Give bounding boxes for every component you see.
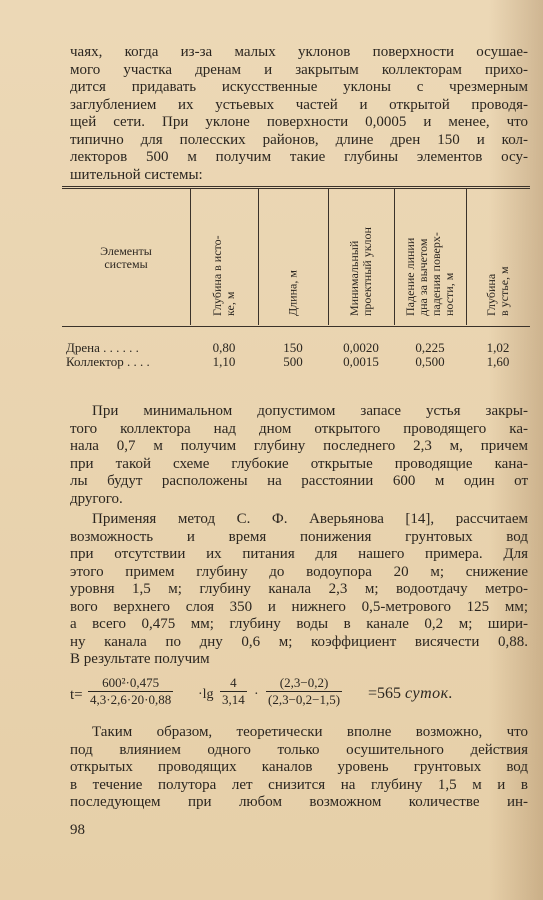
- formula-fraction-3: $\frac{(2,3-0,2)}{(2,3-0,2-1,5)}$: [268, 675, 341, 707]
- text-line: последующем при любом возможном количестве ин-: [70, 794, 528, 810]
- text-line: другого.: [70, 490, 123, 507]
- text-line: шительной системы:: [70, 166, 203, 183]
- text-line: лы будут расположены на расстоянии 600 м один от: [70, 473, 528, 489]
- formula: t= $\frac{\text{600²·0,475}}{4,3\cdot 2,6\cdot 20\cdot 0,88}$ ·lg $\frac{4}{3,14}$ · $\frac{(2,3-0,2)}{(2,3-0,2-1,5)}$ =565 суток.: [70, 675, 454, 707]
- table-top-rule: [62, 186, 530, 189]
- paragraph-conclusion: [70, 724, 528, 812]
- text-line: при такой схеме глубокие открытые проводящие кана-: [70, 455, 528, 472]
- text-line: В результате получим: [70, 651, 210, 667]
- text-line: того коллектора над дном открытого проводящего ка-: [70, 420, 528, 437]
- text-line: открытых проводящих каналов уровень грунтовых вод: [70, 759, 528, 775]
- header-source-depth: Глубина в исто- ке, м: [210, 235, 237, 316]
- text-line: в течение полутора лет снизится на глубину 1,5 м и в: [70, 776, 528, 793]
- text-line: при отсутствии их питания для нашего примера. Для: [70, 546, 528, 562]
- header-min-slope: Минимальный проектный уклон: [347, 227, 374, 316]
- formula-fraction-1: $\frac{\text{600²·0,475}}{4,3\cdot 2,6\cdot 20\cdot 0,88}$: [90, 675, 172, 707]
- text-line: уровня 1,5 м; глубину канала 2,3 м; водоотдачу метро-: [70, 581, 528, 597]
- header-bottom-drop: Падение линии дна за вычетом падения поверх- ности, м: [403, 232, 456, 316]
- text-line: нала 0,7 м получим глубину последнего 2,3 м, причем: [70, 438, 528, 454]
- text-line: Таким образом, теоретически вполне возможно, что: [92, 724, 528, 740]
- text-line: типично для полесских районов, длине дрен 150 и кол-: [70, 131, 528, 148]
- text-line: этого примем глубину до водоупора 20 м; снижение: [70, 563, 528, 580]
- table-row: Коллектор . . . . 1,10 500 0,0015 0,500 1,60: [66, 354, 510, 369]
- header-length: Длина, м: [285, 270, 300, 316]
- page-number: 98: [70, 822, 85, 838]
- text-line: возможность и время понижения грунтовых вод: [70, 528, 528, 545]
- text-line: Применяя метод С. Ф. Аверьянова [14], рассчитаем: [92, 511, 528, 527]
- text-line: дится придавать искусственные уклоны с чрезмерным: [70, 79, 528, 95]
- text-line: чаях, когда из-за малых уклонов поверхности осушае-: [70, 44, 528, 60]
- formula-log: ·lg: [198, 687, 214, 702]
- header-mouth-depth: Глубина в устье, м: [484, 266, 511, 316]
- paragraph-canal-depth: [70, 403, 528, 508]
- text-line: лекторов 500 м получим такие глубины элементов осу-: [70, 149, 528, 165]
- formula-lhs: t=: [70, 687, 83, 703]
- text-line: вого верхнего слоя 350 и нижнего 0,5-метрового 125 мм;: [70, 598, 528, 615]
- text-line: ну канала по дну 0,6 м; коэффициент висячести 0,88.: [70, 633, 528, 650]
- text-line: мого участка дренам и закрытым коллекторам прихо-: [70, 61, 528, 78]
- paragraph-intro: [70, 44, 528, 184]
- text-line: щей сети. При уклоне поверхности 0,0005 и менее, что: [70, 114, 528, 130]
- table-header-rule: [62, 326, 530, 327]
- paragraph-method: [70, 511, 528, 669]
- text-line: При минимальном допустимом запасе устья закры-: [92, 403, 528, 419]
- table-row: Дрена . . . . . . 0,80 150 0,0020 0,225 1,02: [66, 340, 510, 355]
- text-line: а всего 0,475 мм; глубину воды в канале 0,2 м; шири-: [70, 616, 528, 632]
- header-elements: Элементы системы: [100, 244, 152, 271]
- formula-fraction-2: $\frac{4}{3,14}$: [222, 675, 245, 707]
- text-line: заглублением их устьевых частей и открытой проводя-: [70, 96, 528, 113]
- formula-result: =565 суток.: [368, 685, 454, 702]
- text-line: под влиянием одного только осушительного действия: [70, 741, 528, 758]
